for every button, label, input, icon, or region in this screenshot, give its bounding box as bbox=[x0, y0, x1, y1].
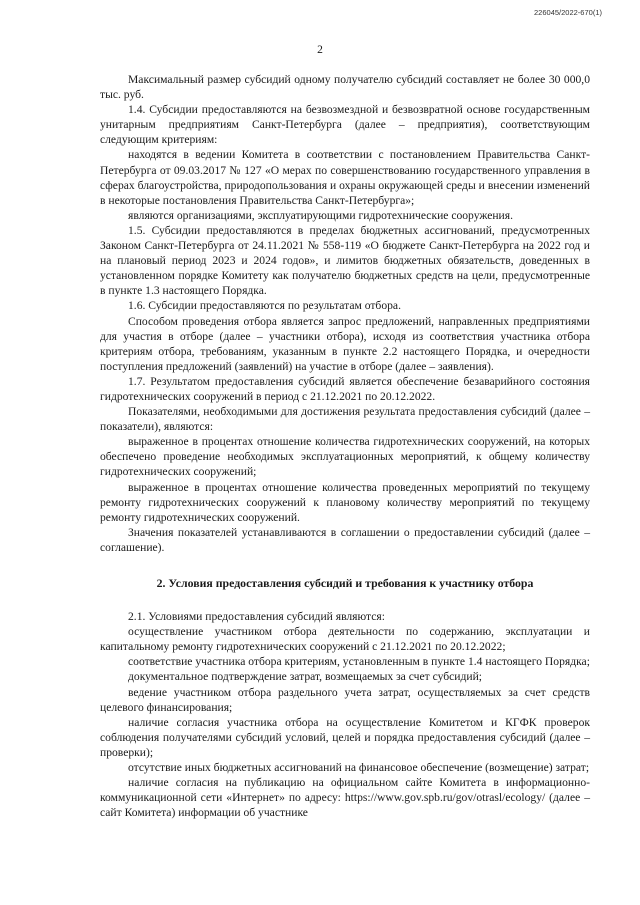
paragraph: находятся в ведении Комитета в соответствии с постановлением Правительства Санкт-Петербурга от 09.03.2017 № 127 «О мерах по совершенствованию государственного управления в сферах благоустройства, природопользования и охраны окружающей среды и внесении изменений в некоторые постановления Правительства Санкт-Петербурга»; bbox=[100, 148, 590, 207]
paragraph: документальное подтверждение затрат, возмещаемых за счет субсидий; bbox=[128, 670, 482, 684]
paragraph: соответствие участника отбора критериям, установленным в пункте 1.4 настоящего Порядка; bbox=[128, 655, 590, 669]
paragraph: являются организациями, эксплуатирующими гидротехнические сооружения. bbox=[128, 208, 513, 222]
paragraph: выраженное в процентах отношение количества гидротехнических сооружений, на которых обеспечено проведение необходимых эксплуатационных мероприятий, к общему количеству гидротехнических сооружений; bbox=[100, 435, 590, 479]
paragraph: наличие согласия на публикацию на официальном сайте Комитета в информационно-коммуникационной сети «Интернет» по адресу: https://www.gov.spb.ru/gov/otrasl/ecology/ (далее – сайт Комитета) информации об участнике bbox=[100, 776, 590, 820]
paragraph: 1.4. Субсидии предоставляются на безвозмездной и безвозвратной основе государственным унитарным предприятиям Санкт-Петербурга (далее – предприятия), соответствующим следующим критериям: bbox=[100, 103, 590, 147]
paragraph: осуществление участником отбора деятельности по содержанию, эксплуатации и капитальному ремонту гидротехнических сооружений с 21.12.2021 по 20.12.2022; bbox=[100, 625, 590, 654]
paragraph: Способом проведения отбора является запрос предложений, направленных предприятиями для участия в отборе (далее – участники отбора), исходя из соответствия участника отбора критериям отбора, требованиям, указанным в пункте 2.2 настоящего Порядка, и очередности поступления предложений (заявлений) на участие в отборе (далее – заявления). bbox=[100, 314, 590, 373]
paragraph: выраженное в процентах отношение количества проведенных мероприятий по текущему ремонту гидротехнических сооружений к плановому количеству мероприятий по текущему ремонту гидротехнических сооружений. bbox=[100, 480, 590, 524]
paragraph: 2.1. Условиями предоставления субсидий являются: bbox=[128, 610, 385, 624]
paragraph: 1.7. Результатом предоставления субсидий является обеспечение безаварийного состояния гидротехнических сооружений в период с 21.12.2021 по 20.12.2022. bbox=[100, 374, 590, 403]
paragraph: 1.6. Субсидии предоставляются по результатам отбора. bbox=[128, 299, 401, 313]
paragraph: ведение участником отбора раздельного учета затрат, осуществляемых за счет средств целевого финансирования; bbox=[100, 685, 590, 714]
paragraph: Показателями, необходимыми для достижения результата предоставления субсидий (далее – показатели), являются: bbox=[100, 405, 590, 434]
paragraph: наличие согласия участника отбора на осуществление Комитетом и КГФК проверок соблюдения получателями субсидий условий, целей и порядка предоставления субсидий (далее – проверки); bbox=[100, 715, 590, 759]
document-body bbox=[100, 72, 590, 820]
section-heading: 2. Условия предоставления субсидий и требования к участнику отбора bbox=[156, 576, 534, 590]
paragraph: Максимальный размер субсидий одному получателю субсидий составляет не более 30 000,0 тыс. руб. bbox=[100, 73, 590, 102]
page-number: 2 bbox=[317, 44, 323, 56]
document-id: 226045/2022-670(1) bbox=[534, 8, 602, 17]
paragraph: Значения показателей устанавливаются в соглашении о предоставлении субсидий (далее – соглашение). bbox=[100, 525, 590, 554]
paragraph: отсутствие иных бюджетных ассигнований на финансовое обеспечение (возмещение) затрат; bbox=[128, 761, 590, 775]
paragraph: 1.5. Субсидии предоставляются в пределах бюджетных ассигнований, предусмотренных Законом Санкт-Петербурга от 24.11.2021 № 558-119 «О бюджете Санкт-Петербурга на 2022 год и на плановый период 2023 и 2024 годов», и лимитов бюджетных обязательств, доведенных в установленном порядке Комитету как получателю бюджетных средств на цели, предусмотренные в пункте 1.3 настоящего Порядка. bbox=[100, 223, 590, 298]
